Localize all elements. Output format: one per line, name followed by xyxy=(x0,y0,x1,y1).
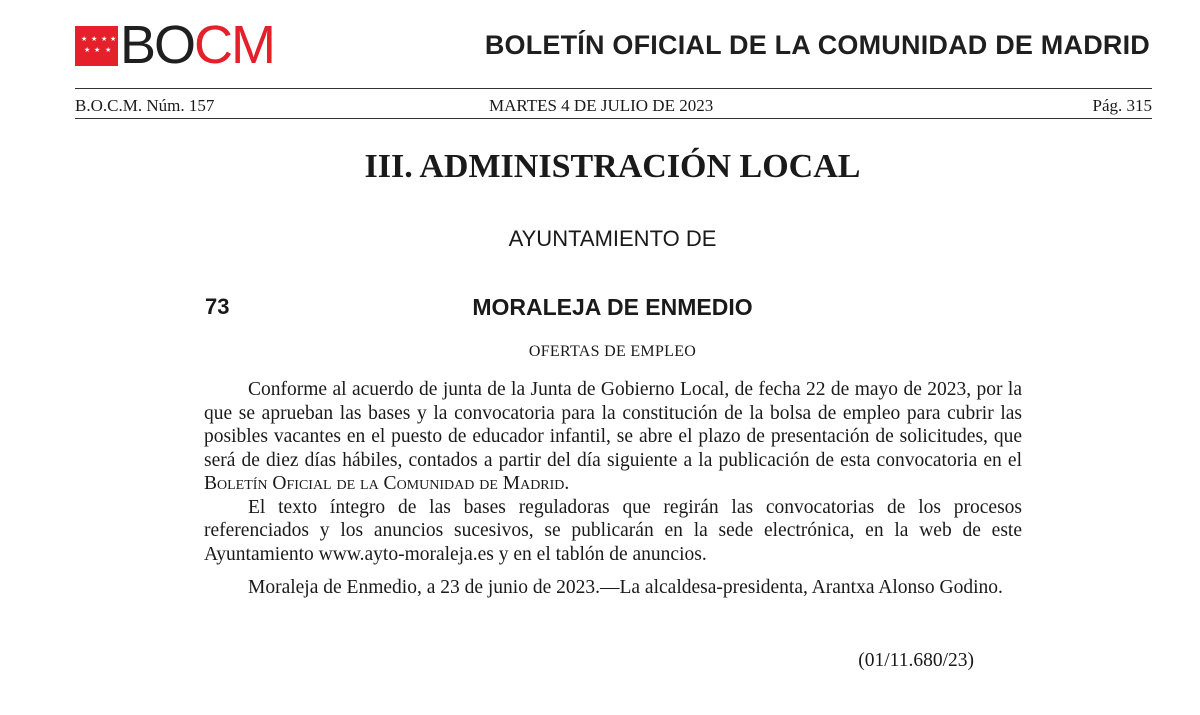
paragraph-2: El texto íntegro de las bases reguladoras que regirán las convocatorias de los procesos referenciados y los anuncios sucesivos, se publicarán en la sede electrónica, en la web de este Ayuntamiento www.ayto-moraleja.es y en el tablón de anuncios. xyxy=(204,496,1022,565)
bulletin-title: BOLETÍN OFICIAL DE LA COMUNIDAD DE MADRID xyxy=(484,30,1150,60)
issue-number: B.O.C.M. Núm. 157 xyxy=(75,96,215,115)
section-title: III. ADMINISTRACIÓN LOCAL xyxy=(364,148,861,185)
madrid-flag-icon: ★ ★ ★ ★ ★ ★ ★ xyxy=(75,26,118,66)
logo-wordmark: BOCM xyxy=(120,15,275,75)
signature-paragraph: Moraleja de Enmedio, a 23 de junio de 2023.—La alcaldesa-presidenta, Arantxa Alonso Godino. xyxy=(248,577,1003,598)
announcement-type: OFERTAS DE EMPLEO xyxy=(528,343,697,360)
header-divider-bottom xyxy=(75,118,1152,119)
header-divider-top xyxy=(75,88,1152,89)
bulletin-reference: Boletín Oficial de la Comunidad de Madrid xyxy=(204,473,565,494)
issue-date: MARTES 4 DE JULIO DE 2023 xyxy=(489,96,714,115)
entity-name: MORALEJA DE ENMEDIO xyxy=(472,294,753,320)
paragraph-1: Conforme al acuerdo de junta de la Junta de Gobierno Local, de fecha 22 de mayo de 2023, por la que se aprueban las bases y la convocatoria para la constitución de la bolsa de empleo para cubrir las posibles vacantes en el puesto de educador infantil, se abre el plazo de presentación de solicitudes, que será de diez días hábiles, contados a partir del día siguiente a la publicación de esta convocatoria en el Boletín Oficial de la Comunidad de Madrid. xyxy=(204,379,1022,494)
announcement-body xyxy=(204,378,1022,600)
reference-code: (01/11.680/23) xyxy=(858,650,974,671)
section-subtitle: AYUNTAMIENTO DE xyxy=(508,226,717,251)
entry-number: 73 xyxy=(205,294,230,319)
page-number: Pág. 315 xyxy=(1092,96,1152,115)
